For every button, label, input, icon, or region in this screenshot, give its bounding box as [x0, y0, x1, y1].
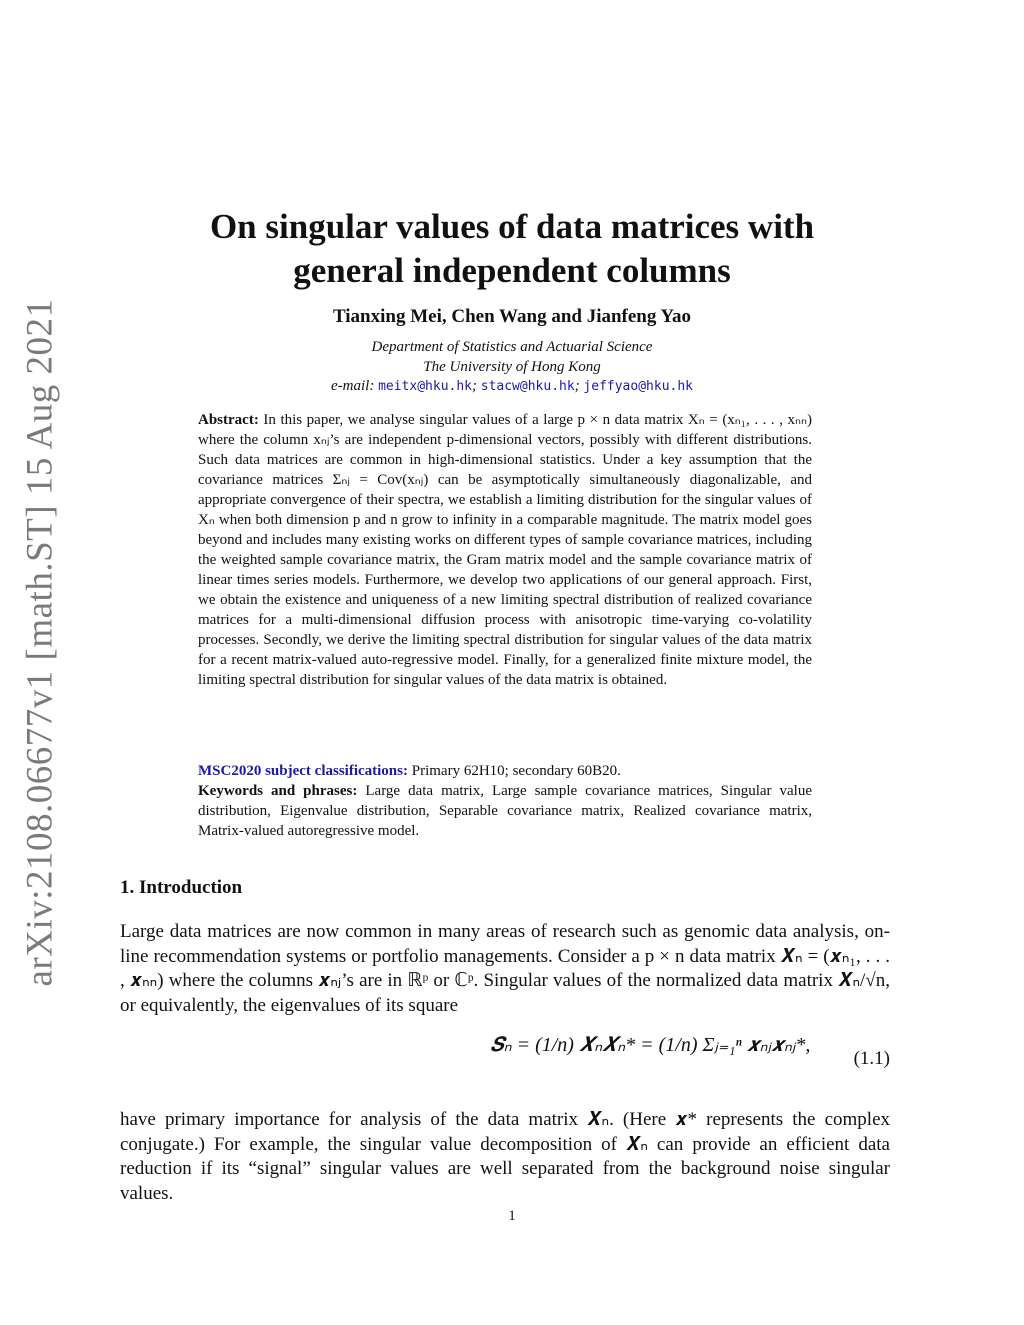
arxiv-identifier: arXiv:2108.06677v1 [math.ST] 15 Aug 2021: [19, 298, 61, 987]
department-line: Department of Statistics and Actuarial Science: [371, 339, 653, 355]
equation-body: 𝑺ₙ = (1/n) 𝑿ₙ𝑿ₙ* = (1/n) Σⱼ₌₁ⁿ 𝒙ₙⱼ𝒙ₙⱼ*,: [490, 1034, 811, 1056]
title-line-2: general independent columns: [293, 251, 731, 290]
page-number: 1: [508, 1208, 516, 1224]
intro-paragraph-2: have primary importance for analysis of the data matrix 𝑿ₙ. (Here 𝒙* represents the complex conjugate.) For example, the singular value decomposition of 𝑿ₙ can provide an efficient data reduction if its “signal” singular values are well separated from the background noise singular values.: [120, 1109, 890, 1204]
arxiv-sidebar-stamp: [10, 298, 70, 987]
classification-block: [198, 761, 812, 841]
msc-text: Primary 62H10; secondary 60B20.: [411, 763, 621, 779]
author-list: Tianxing Mei, Chen Wang and Jianfeng Yao: [332, 306, 692, 327]
email-link-2[interactable]: stacw@hku.hk: [480, 379, 575, 394]
abstract-label: Abstract:: [198, 412, 259, 428]
email-label: e-mail:: [331, 378, 375, 394]
title-line-1: On singular values of data matrices with: [209, 207, 815, 246]
abstract-text: In this paper, we analyse singular values of a large p × n data matrix Xₙ = (xₙ₁, . . . , xₙₙ) where the column xₙⱼ’s are independent p-dimensional vectors, possibly with different distributions. Such data matrices are common in high-dimensional statistics. Under a key assumption that the covariance matrices Σₙⱼ = Cov(xₙⱼ) can be asymptotically simultaneously diagonalizable, and appropriate convergence of their spectra, we establish a limiting distribution for the singular values of Xₙ when both dimension p and n grow to infinity in a comparable magnitude. The matrix model goes beyond and includes many existing works on different types of sample covariance matrices, including the weighted sample covariance matrix, the Gram matrix model and the sample covariance matrix of linear times series models. Furthermore, we develop two applications of our general approach. First, we obtain the existence and uniqueness of a new limiting spectral distribution of realized covariance matrices for a multi-dimensional diffusion process with anisotropic time-varying co-volatility processes. Secondly, we derive the limiting spectral distribution for singular values of the data matrix for a recent matrix-valued auto-regressive model. Finally, for a generalized finite mixture model, the limiting spectral distribution for singular values of the data matrix is obtained.: [198, 412, 812, 688]
email-line: e-mail: meitx@hku.hk; stacw@hku.hk; jeffyao@hku.hk: [331, 378, 693, 394]
email-link-1[interactable]: meitx@hku.hk: [378, 379, 472, 394]
keywords-text: Large data matrix, Large sample covariance matrices, Singular value distribution, Eigenvalue distribution, Separable covariance matrix, Realized covariance matrix, Matrix-valued autoregressive model.: [198, 783, 813, 839]
affiliation-block: [120, 338, 904, 397]
section-heading: 1. Introduction: [120, 877, 243, 898]
keywords-line: [198, 781, 812, 841]
msc-line: [198, 761, 812, 781]
paper-title: [120, 205, 904, 293]
university-line: The University of Hong Kong: [423, 358, 601, 375]
msc-label-link[interactable]: MSC2020 subject classifications:: [198, 763, 408, 779]
keywords-label: Keywords and phrases:: [198, 783, 358, 799]
abstract-block: [198, 410, 812, 690]
equation-number: (1.1): [853, 1048, 890, 1069]
intro-paragraph-1: Large data matrices are now common in many areas of research such as genomic data analysis, on-line recommendation systems or portfolio managements. Consider a p × n data matrix 𝑿ₙ = (𝒙ₙ₁, . . . , 𝒙ₙₙ) where the columns 𝒙ₙⱼ’s are in ℝᵖ or ℂᵖ. Singular values of the normalized data matrix 𝑿ₙ/√n, or equivalently, the eigenvalues of its square: [120, 921, 890, 1016]
email-link-3[interactable]: jeffyao@hku.hk: [583, 379, 693, 394]
equation-1-1: [120, 1032, 890, 1096]
